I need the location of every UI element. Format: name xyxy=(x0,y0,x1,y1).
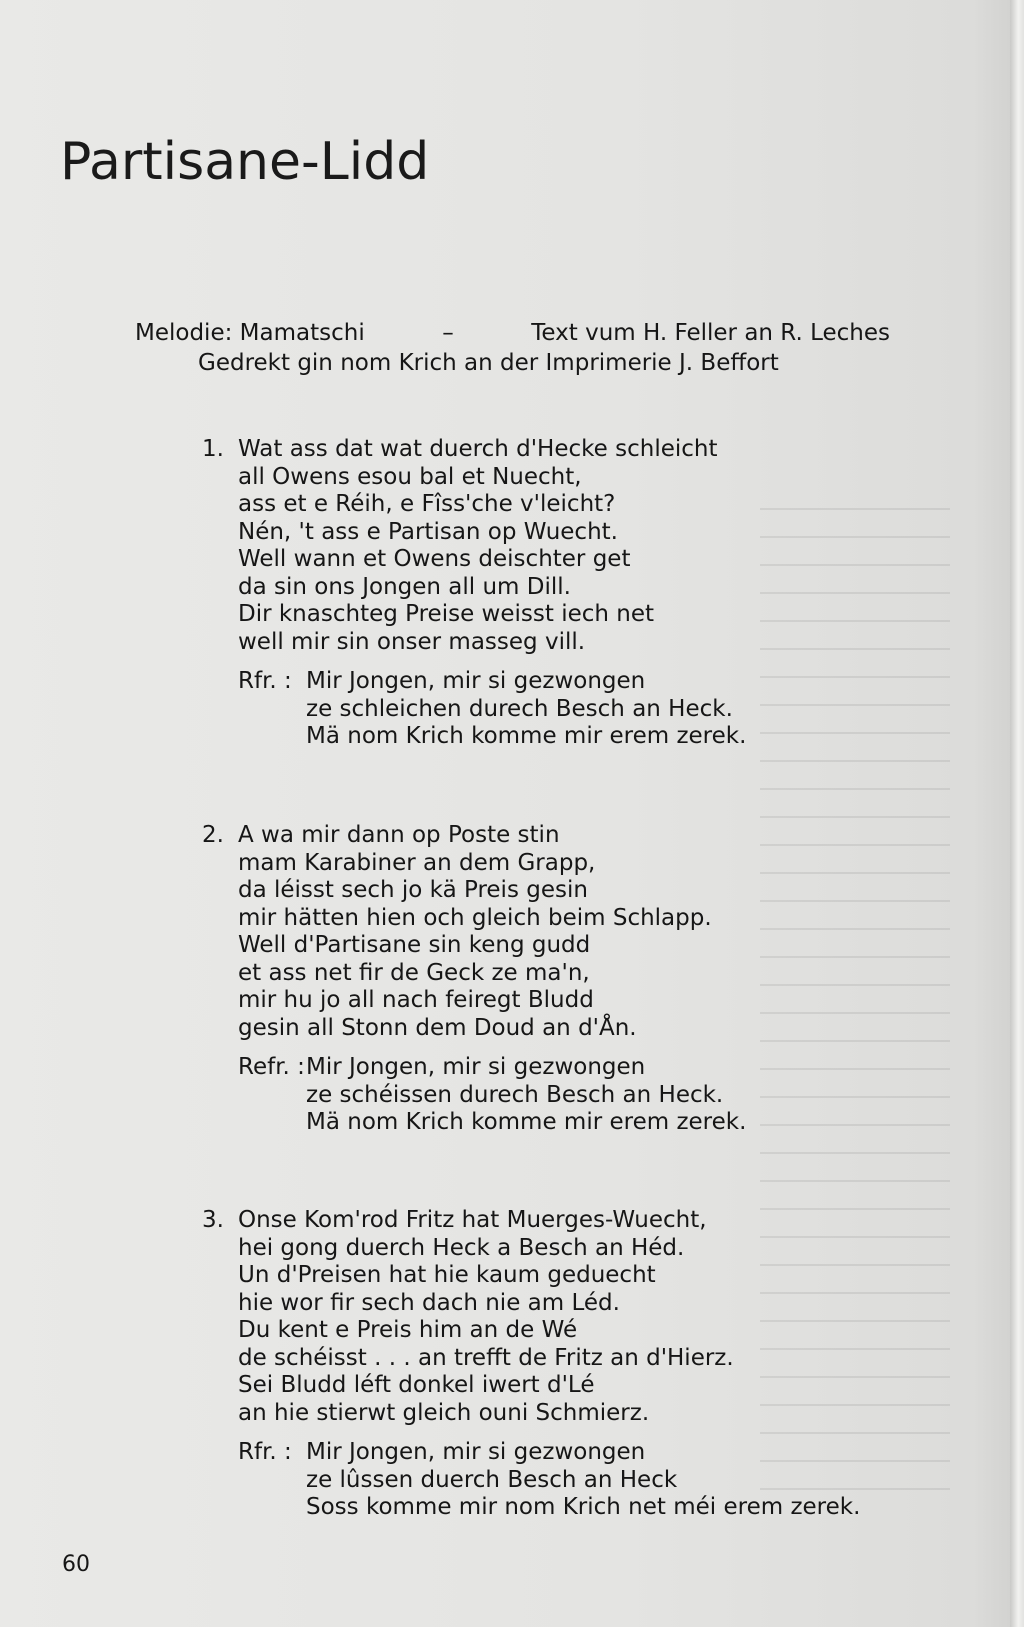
refrain-lines xyxy=(306,1054,902,1137)
refrain xyxy=(238,1439,902,1522)
verse-line: A wa mir dann op Poste stin xyxy=(238,822,560,848)
verse-line: ass et e Réih, e Fîss'che v'leicht? xyxy=(238,491,616,517)
melody-credit: Melodie: Mamatschi xyxy=(135,320,365,346)
verse-line: Dir knaschteg Preise weisst iech net xyxy=(238,601,655,627)
song-credits xyxy=(135,318,890,378)
page-number: 60 xyxy=(62,1552,90,1577)
refrain-label: Refr. : xyxy=(238,1054,305,1080)
verse-line: Nén, 't ass e Partisan op Wuecht. xyxy=(238,518,618,545)
refrain-line: Mä nom Krich komme mir erem zerek. xyxy=(306,1109,747,1135)
refrain xyxy=(238,668,902,751)
verse-1 xyxy=(202,436,902,751)
printing-credit: Gedrekt gin nom Krich an der Imprimerie J. Beffort xyxy=(198,350,779,376)
verse-2 xyxy=(202,822,902,1137)
song-title: Partisane-Lidd xyxy=(60,132,430,192)
verse-line: hei gong duerch Heck a Besch an Héd. xyxy=(238,1234,685,1261)
verse-number: 3. xyxy=(202,1207,224,1233)
verse-line: de schéisst . . . an trefft de Fritz an d'Hierz. xyxy=(238,1344,734,1371)
refrain-label: Rfr. : xyxy=(238,668,292,694)
refrain-line: Mir Jongen, mir si gezwongen xyxy=(306,1054,646,1080)
verse-lines xyxy=(238,436,902,656)
verse-lines xyxy=(238,822,902,1042)
verse-line: mam Karabiner an dem Grapp, xyxy=(238,849,596,876)
refrain-line: Mir Jongen, mir si gezwongen xyxy=(306,1439,646,1465)
page-edge xyxy=(1010,0,1024,1627)
refrain-label: Rfr. : xyxy=(238,1439,292,1465)
verse-3 xyxy=(202,1207,902,1522)
verse-line: Du kent e Preis him an de Wé xyxy=(238,1317,578,1343)
verse-line: da léisst sech jo kä Preis gesin xyxy=(238,877,588,903)
verse-line: mir hätten hien och gleich beim Schlapp. xyxy=(238,904,712,931)
verse-line: all Owens esou bal et Nuecht, xyxy=(238,463,582,490)
credit-dash: – xyxy=(442,320,454,346)
text-credit: Text vum H. Feller an R. Leches xyxy=(531,320,890,346)
verse-lines xyxy=(238,1207,902,1427)
refrain-lines xyxy=(306,668,902,751)
verse-line: mir hu jo all nach feiregt Bludd xyxy=(238,987,594,1013)
verse-line: hie wor fir sech dach nie am Léd. xyxy=(238,1289,620,1316)
verse-line: da sin ons Jongen all um Dill. xyxy=(238,573,571,600)
verse-number: 2. xyxy=(202,822,224,848)
verse-line: Wat ass dat wat duerch d'Hecke schleicht xyxy=(238,436,718,462)
refrain xyxy=(238,1054,902,1137)
refrain-lines xyxy=(306,1439,902,1522)
verse-line: et ass net fir de Geck ze ma'n, xyxy=(238,959,590,986)
verse-line: Onse Kom'rod Fritz hat Muerges-Wuecht, xyxy=(238,1207,707,1233)
verse-line: an hie stierwt gleich ouni Schmierz. xyxy=(238,1399,650,1426)
refrain-line: ze lûssen duerch Besch an Heck xyxy=(306,1466,678,1493)
verse-line: Well wann et Owens deischter get xyxy=(238,546,631,572)
verse-line: gesin all Stonn dem Doud an d'Ån. xyxy=(238,1014,637,1041)
credits-line-1 xyxy=(135,318,890,348)
refrain-line: ze schéissen durech Besch an Heck. xyxy=(306,1081,724,1108)
refrain-line: ze schleichen durech Besch an Heck. xyxy=(306,695,733,722)
verse-line: Un d'Preisen hat hie kaum geduecht xyxy=(238,1262,656,1288)
verse-line: Well d'Partisane sin keng gudd xyxy=(238,932,591,958)
refrain-line: Mä nom Krich komme mir erem zerek. xyxy=(306,723,747,749)
refrain-line: Mir Jongen, mir si gezwongen xyxy=(306,668,646,694)
verse-line: well mir sin onser masseg vill. xyxy=(238,628,586,655)
verse-line: Sei Bludd léft donkel iwert d'Lé xyxy=(238,1372,595,1398)
refrain-line: Soss komme mir nom Krich net méi erem zerek. xyxy=(306,1494,861,1520)
verse-number: 1. xyxy=(202,436,224,462)
